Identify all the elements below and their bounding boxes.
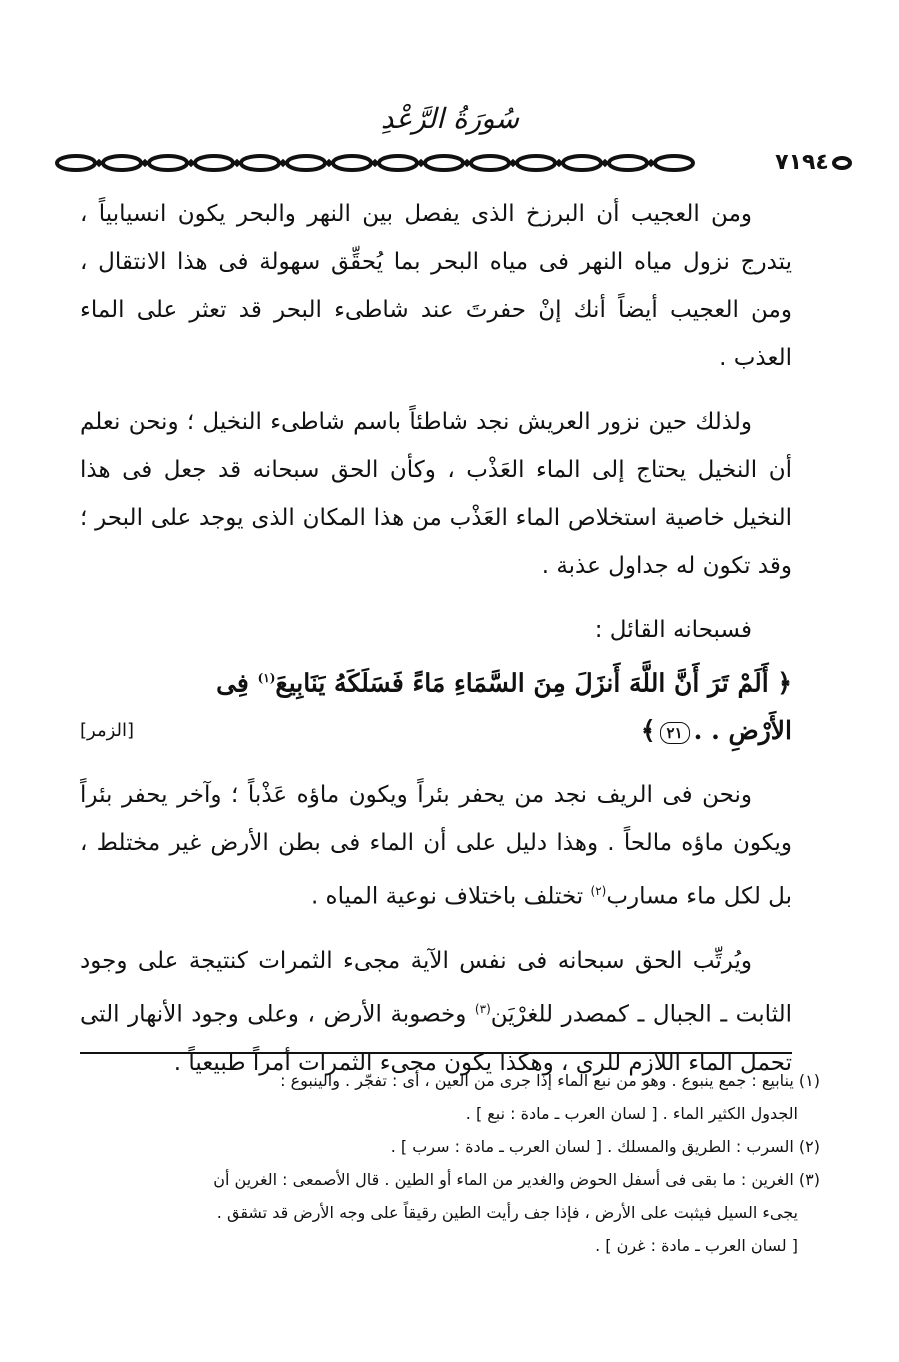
paragraph-arish: ولذلك حين نزور العريش نجد شاطئاً باسم شاطىء النخيل ؛ ونحن نعلم أن النخيل يحتاج إلى الماء العَذْب ، وكأن الحق سبحانه قد جعل فى هذا النخيل خاصية استخلاص الماء العَذْب من هذا المكان الذى يوجد على البحر ؛ وقد تكون له جداول عذبة . xyxy=(80,409,792,579)
chain-link-icon xyxy=(609,156,647,170)
footnote-1-cont: الجدول الكثير الماء . [ لسان العرب ـ مادة : نبع ] . xyxy=(465,1104,798,1123)
chain-link-icon xyxy=(287,156,325,170)
paragraph-wells-text: ونحن فى الريف نجد من يحفر بئراً ويكون ماؤه عَذْباً ؛ وآخر يحفر بئراً ويكون ماؤه مالحاً . وهذا دليل على أن الماء فى بطن الأرض غير مختلط ، بل لكل ماء مسارب xyxy=(80,782,792,910)
footnote-3-source: [ لسان العرب ـ مادة : غرن ] . xyxy=(595,1236,798,1255)
chain-end-icon xyxy=(832,153,852,173)
chain-link-icon xyxy=(425,156,463,170)
chain-link-icon xyxy=(471,156,509,170)
header-ornament-band xyxy=(52,148,844,178)
footnote-ref-2: (٢) xyxy=(590,884,607,899)
paragraph-wells-text-end: تختلف باختلاف نوعية المياه . xyxy=(310,883,591,910)
paragraph-barzakh: ومن العجيب أن البرزخ الذى يفصل بين النهر والبحر يكون انسيابياً ، يتدرج نزول مياه النهر فى مياه البحر بما يُحقِّق سهولة فى هذا الانتقال ، ومن العجيب أيضاً أنك إنْ حفرتَ عند شاطىء البحر قد تعثر على الماء العذب . xyxy=(80,201,792,371)
footnotes xyxy=(80,1064,820,1262)
verse-ending xyxy=(641,707,792,755)
chain-link-icon xyxy=(195,156,233,170)
verse-text-end: الأَرْضِ . . xyxy=(693,716,792,746)
footnote-ref-1: (١) xyxy=(257,671,276,685)
chain-link-icon xyxy=(149,156,187,170)
main-text xyxy=(80,190,792,1103)
chain-link-icon xyxy=(655,156,693,170)
footnote-2: (٢) السرب : الطريق والمسلك . [ لسان العرب ـ مادة : سرب ] . xyxy=(390,1137,820,1156)
paragraph-fruits-text: ويُرتِّب الحق سبحانه فى نفس الآية مجىء الثمرات كنتيجة على وجود الثابت ـ الجبال ـ كمصدر للغرْيَن xyxy=(80,947,792,1028)
chain-link-icon xyxy=(333,156,371,170)
surah-reference: [الزمر] xyxy=(80,720,135,742)
footnote-1: (١) ينابيع : جمع ينبوع . وهو من نبع الماء إذا جرى من العين ، أى : تفجّر . والينبوع : xyxy=(280,1071,820,1090)
chain-ornament-icon xyxy=(52,148,712,178)
verse-text: ﴿ أَلَمْ تَرَ أَنَّ اللَّهَ أَنزَلَ مِنَ السَّمَاءِ مَاءً فَسَلَكَهُ يَنَابِيعَ xyxy=(275,668,792,698)
page-number: ٧١٩٤ xyxy=(775,150,829,175)
verse-text-tail: فِى xyxy=(216,668,258,698)
footnote-3: (٣) الغرين : ما بقى فى أسفل الحوض والغدير من الماء أو الطين . قال الأصمعى : الغرين أن xyxy=(213,1170,820,1189)
footnote-divider xyxy=(80,1052,792,1054)
chain-link-icon xyxy=(563,156,601,170)
paragraph-fruits-text-end: وخصوبة الأرض ، وعلى وجود الأنهار التى تحمل الماء اللازم للرى ، وهكذا يكون مجىء الثمرات أمراً طبيعياً . xyxy=(80,1001,792,1076)
paragraph-wells xyxy=(80,771,792,921)
chain-link-icon xyxy=(103,156,141,170)
ayah-number-badge: ٢١ xyxy=(660,722,690,744)
footnote-3-cont: يجىء السيل فيثبت على الأرض ، فإذا جف رأيت الطين رقيقاً على وجه الأرض قد تشقق . xyxy=(216,1203,798,1222)
chain-link-icon xyxy=(57,156,95,170)
chain-link-icon xyxy=(517,156,555,170)
verse-close-bracket: ﴾ xyxy=(640,716,656,746)
surah-title: سُورَةُ الرَّعْدِ xyxy=(380,102,520,135)
chain-link-icon xyxy=(379,156,417,170)
quran-verse-line2 xyxy=(80,707,792,755)
paragraph-intro-verse: فسبحانه القائل : xyxy=(594,617,752,643)
quran-verse-line1 xyxy=(80,654,792,707)
footnote-ref-3: (٣) xyxy=(474,1001,491,1016)
chain-link-icon xyxy=(241,156,279,170)
